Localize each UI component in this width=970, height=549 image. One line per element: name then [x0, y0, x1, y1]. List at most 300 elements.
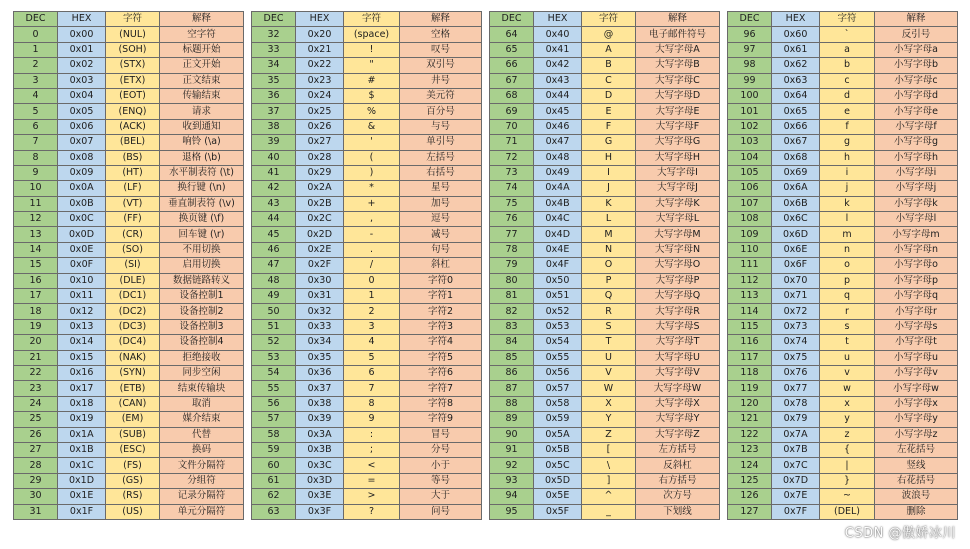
table-row	[490, 27, 720, 42]
char-cell: /	[344, 258, 400, 273]
dec-cell: 47	[252, 258, 296, 273]
dec-header: DEC	[14, 12, 58, 27]
hex-cell: 0x10	[58, 273, 106, 288]
ascii-tables	[13, 11, 958, 538]
desc-cell: 小写字母f	[875, 119, 958, 134]
desc-cell: 字符9	[400, 412, 482, 427]
desc-cell: 正文开始	[160, 58, 244, 73]
dec-cell: 107	[728, 196, 772, 211]
table-row	[14, 273, 244, 288]
dec-cell: 97	[728, 42, 772, 57]
hex-cell: 0x35	[296, 350, 344, 365]
desc-cell: 空字符	[160, 27, 244, 42]
char-cell: #	[344, 73, 400, 88]
hex-cell: 0x27	[296, 135, 344, 150]
dec-cell: 48	[252, 273, 296, 288]
desc-cell: 大写字母Q	[636, 289, 720, 304]
char-cell: ,	[344, 212, 400, 227]
hex-cell: 0x36	[296, 365, 344, 380]
char-cell: (GS)	[106, 473, 160, 488]
hex-cell: 0x3B	[296, 442, 344, 457]
hex-cell: 0x75	[772, 350, 820, 365]
hex-cell: 0x08	[58, 150, 106, 165]
desc-cell: 大写字母L	[636, 212, 720, 227]
table-row	[252, 196, 482, 211]
desc-cell: 右方括号	[636, 473, 720, 488]
dec-cell: 81	[490, 289, 534, 304]
char-cell: v	[820, 365, 875, 380]
dec-cell: 56	[252, 396, 296, 411]
table-row	[14, 335, 244, 350]
dec-cell: 8	[14, 150, 58, 165]
hex-cell: 0x48	[534, 150, 582, 165]
dec-cell: 88	[490, 396, 534, 411]
table-row	[14, 88, 244, 103]
table-row	[490, 335, 720, 350]
desc-cell: 大写字母B	[636, 58, 720, 73]
table-row	[252, 381, 482, 396]
desc-cell: 换页键 (\f)	[160, 212, 244, 227]
desc-cell: 单元分隔符	[160, 504, 244, 519]
table-row	[490, 442, 720, 457]
char-cell: q	[820, 289, 875, 304]
dec-cell: 87	[490, 381, 534, 396]
desc-cell: 不用切换	[160, 242, 244, 257]
hex-cell: 0x7F	[772, 504, 820, 519]
char-cell: P	[582, 273, 636, 288]
char-cell: e	[820, 104, 875, 119]
char-cell: 8	[344, 396, 400, 411]
dec-cell: 76	[490, 212, 534, 227]
desc-cell: 小写字母n	[875, 242, 958, 257]
table-row	[490, 104, 720, 119]
hex-cell: 0x0F	[58, 258, 106, 273]
char-cell: J	[582, 181, 636, 196]
header-row	[728, 12, 958, 27]
dec-cell: 113	[728, 289, 772, 304]
ascii-table-0-31	[13, 11, 244, 520]
char-cell: (ACK)	[106, 119, 160, 134]
desc-cell: 大写字母F	[636, 119, 720, 134]
desc-cell: 换码	[160, 442, 244, 457]
table-row	[728, 104, 958, 119]
hex-cell: 0x4C	[534, 212, 582, 227]
desc-cell: 问号	[400, 504, 482, 519]
dec-header: DEC	[728, 12, 772, 27]
desc-cell: 字符3	[400, 319, 482, 334]
desc-cell: 大写字母P	[636, 273, 720, 288]
dec-cell: 3	[14, 73, 58, 88]
hex-cell: 0x49	[534, 165, 582, 180]
dec-cell: 77	[490, 227, 534, 242]
dec-cell: 43	[252, 196, 296, 211]
char-cell: (ETB)	[106, 381, 160, 396]
char-cell: Q	[582, 289, 636, 304]
dec-cell: 109	[728, 227, 772, 242]
desc-cell: 小写字母d	[875, 88, 958, 103]
char-cell: Z	[582, 427, 636, 442]
table-row	[728, 273, 958, 288]
char-header: 字符	[582, 12, 636, 27]
table-row	[490, 181, 720, 196]
char-cell: f	[820, 119, 875, 134]
table-row	[728, 181, 958, 196]
hex-cell: 0x72	[772, 304, 820, 319]
hex-cell: 0x37	[296, 381, 344, 396]
table-row	[728, 504, 958, 519]
table-row	[252, 319, 482, 334]
dec-cell: 1	[14, 42, 58, 57]
desc-cell: 大写字母T	[636, 335, 720, 350]
dec-cell: 108	[728, 212, 772, 227]
desc-cell: 大写字母D	[636, 88, 720, 103]
char-cell: C	[582, 73, 636, 88]
table-row	[14, 427, 244, 442]
table-row	[490, 196, 720, 211]
char-cell: ^	[582, 489, 636, 504]
char-cell: _	[582, 504, 636, 519]
desc-cell: 小于	[400, 458, 482, 473]
table-row	[490, 427, 720, 442]
dec-cell: 102	[728, 119, 772, 134]
table-row	[490, 473, 720, 488]
char-cell: t	[820, 335, 875, 350]
char-cell: [	[582, 442, 636, 457]
dec-cell: 23	[14, 381, 58, 396]
table-row	[252, 396, 482, 411]
dec-cell: 58	[252, 427, 296, 442]
dec-cell: 92	[490, 458, 534, 473]
char-cell: {	[820, 442, 875, 457]
desc-cell: 斜杠	[400, 258, 482, 273]
hex-cell: 0x2A	[296, 181, 344, 196]
hex-cell: 0x53	[534, 319, 582, 334]
desc-cell: 单引号	[400, 135, 482, 150]
table-row	[490, 458, 720, 473]
char-cell: (EOT)	[106, 88, 160, 103]
dec-cell: 15	[14, 258, 58, 273]
hex-cell: 0x4A	[534, 181, 582, 196]
dec-cell: 52	[252, 335, 296, 350]
char-cell: R	[582, 304, 636, 319]
char-cell: *	[344, 181, 400, 196]
desc-cell: 小写字母j	[875, 181, 958, 196]
hex-cell: 0x6B	[772, 196, 820, 211]
hex-cell: 0x0C	[58, 212, 106, 227]
char-cell: :	[344, 427, 400, 442]
table-row	[728, 396, 958, 411]
dec-cell: 98	[728, 58, 772, 73]
dec-cell: 53	[252, 350, 296, 365]
table-row	[490, 365, 720, 380]
hex-cell: 0x7A	[772, 427, 820, 442]
table-row	[728, 212, 958, 227]
dec-cell: 41	[252, 165, 296, 180]
dec-cell: 112	[728, 273, 772, 288]
desc-cell: 小写字母i	[875, 165, 958, 180]
desc-cell: 小写字母l	[875, 212, 958, 227]
hex-cell: 0x77	[772, 381, 820, 396]
char-cell: (ESC)	[106, 442, 160, 457]
dec-cell: 63	[252, 504, 296, 519]
ascii-table-96-127	[727, 11, 958, 520]
dec-cell: 24	[14, 396, 58, 411]
table-row	[490, 165, 720, 180]
table-row	[728, 489, 958, 504]
table-row	[728, 319, 958, 334]
desc-cell: 反引号	[875, 27, 958, 42]
char-cell: W	[582, 381, 636, 396]
char-cell: @	[582, 27, 636, 42]
desc-cell: 结束传输块	[160, 381, 244, 396]
char-cell: y	[820, 412, 875, 427]
desc-cell: 大写字母N	[636, 242, 720, 257]
char-cell: (BEL)	[106, 135, 160, 150]
hex-cell: 0x00	[58, 27, 106, 42]
char-cell: (DC1)	[106, 289, 160, 304]
table-row	[728, 196, 958, 211]
table-row	[252, 489, 482, 504]
char-cell: +	[344, 196, 400, 211]
dec-cell: 11	[14, 196, 58, 211]
table-row	[490, 396, 720, 411]
hex-cell: 0x38	[296, 396, 344, 411]
hex-cell: 0x76	[772, 365, 820, 380]
hex-cell: 0x54	[534, 335, 582, 350]
table-row	[252, 227, 482, 242]
char-cell: M	[582, 227, 636, 242]
dec-cell: 28	[14, 458, 58, 473]
hex-cell: 0x4D	[534, 227, 582, 242]
char-cell: (space)	[344, 27, 400, 42]
char-cell: %	[344, 104, 400, 119]
char-cell: z	[820, 427, 875, 442]
char-cell: ?	[344, 504, 400, 519]
hex-cell: 0x50	[534, 273, 582, 288]
desc-cell: 大写字母I	[636, 165, 720, 180]
table-row	[14, 442, 244, 457]
char-cell: (DLE)	[106, 273, 160, 288]
hex-cell: 0x20	[296, 27, 344, 42]
table-row	[14, 27, 244, 42]
desc-cell: 正文结束	[160, 73, 244, 88]
table-row	[14, 319, 244, 334]
hex-cell: 0x3C	[296, 458, 344, 473]
table-row	[14, 58, 244, 73]
char-cell: (DC4)	[106, 335, 160, 350]
table-row	[728, 365, 958, 380]
table-row	[252, 258, 482, 273]
hex-cell: 0x2B	[296, 196, 344, 211]
table-row	[728, 458, 958, 473]
dec-cell: 72	[490, 150, 534, 165]
table-row	[252, 58, 482, 73]
table-row	[490, 119, 720, 134]
hex-cell: 0x2D	[296, 227, 344, 242]
table-row	[252, 73, 482, 88]
desc-cell: 下划线	[636, 504, 720, 519]
dec-cell: 26	[14, 427, 58, 442]
table-row	[490, 504, 720, 519]
char-cell: K	[582, 196, 636, 211]
char-cell: (LF)	[106, 181, 160, 196]
hex-cell: 0x24	[296, 88, 344, 103]
desc-cell: 记录分隔符	[160, 489, 244, 504]
char-cell: (NUL)	[106, 27, 160, 42]
dec-cell: 13	[14, 227, 58, 242]
dec-cell: 101	[728, 104, 772, 119]
table-row	[252, 442, 482, 457]
desc-cell: 左方括号	[636, 442, 720, 457]
desc-cell: 字符1	[400, 289, 482, 304]
hex-cell: 0x13	[58, 319, 106, 334]
hex-cell: 0x40	[534, 27, 582, 42]
dec-cell: 120	[728, 396, 772, 411]
hex-cell: 0x7C	[772, 458, 820, 473]
desc-cell: 大写字母E	[636, 104, 720, 119]
desc-header: 解释	[160, 12, 244, 27]
char-cell: 3	[344, 319, 400, 334]
desc-cell: 小写字母k	[875, 196, 958, 211]
table-row	[490, 304, 720, 319]
hex-cell: 0x43	[534, 73, 582, 88]
dec-cell: 70	[490, 119, 534, 134]
desc-cell: 小写字母h	[875, 150, 958, 165]
table-row	[490, 350, 720, 365]
table-row	[728, 242, 958, 257]
hex-cell: 0x0E	[58, 242, 106, 257]
dec-header: DEC	[252, 12, 296, 27]
char-cell: (VT)	[106, 196, 160, 211]
char-cell: \	[582, 458, 636, 473]
table-row	[14, 365, 244, 380]
char-cell: s	[820, 319, 875, 334]
desc-cell: 大写字母X	[636, 396, 720, 411]
dec-cell: 57	[252, 412, 296, 427]
hex-cell: 0x1C	[58, 458, 106, 473]
char-cell: U	[582, 350, 636, 365]
desc-cell: 小写字母p	[875, 273, 958, 288]
desc-cell: 小写字母v	[875, 365, 958, 380]
dec-cell: 123	[728, 442, 772, 457]
dec-cell: 127	[728, 504, 772, 519]
dec-cell: 46	[252, 242, 296, 257]
char-cell: D	[582, 88, 636, 103]
desc-cell: 空格	[400, 27, 482, 42]
dec-cell: 94	[490, 489, 534, 504]
table-row	[14, 150, 244, 165]
desc-cell: 竖线	[875, 458, 958, 473]
hex-cell: 0x5B	[534, 442, 582, 457]
table-row	[14, 304, 244, 319]
dec-cell: 25	[14, 412, 58, 427]
desc-cell: 设备控制1	[160, 289, 244, 304]
desc-cell: 大写字母U	[636, 350, 720, 365]
hex-cell: 0x52	[534, 304, 582, 319]
hex-cell: 0x64	[772, 88, 820, 103]
dec-cell: 96	[728, 27, 772, 42]
desc-cell: 小写字母a	[875, 42, 958, 57]
table-row	[490, 258, 720, 273]
desc-cell: 回车键 (\r)	[160, 227, 244, 242]
table-row	[14, 258, 244, 273]
hex-cell: 0x41	[534, 42, 582, 57]
char-cell: |	[820, 458, 875, 473]
ascii-table-32-63	[251, 11, 482, 520]
hex-cell: 0x12	[58, 304, 106, 319]
char-cell: h	[820, 150, 875, 165]
desc-cell: 字符8	[400, 396, 482, 411]
char-cell: I	[582, 165, 636, 180]
dec-cell: 16	[14, 273, 58, 288]
table-row	[252, 242, 482, 257]
desc-cell: 小写字母t	[875, 335, 958, 350]
desc-cell: 设备控制4	[160, 335, 244, 350]
desc-cell: 叹号	[400, 42, 482, 57]
hex-cell: 0x30	[296, 273, 344, 288]
dec-cell: 73	[490, 165, 534, 180]
desc-header: 解释	[636, 12, 720, 27]
hex-cell: 0x29	[296, 165, 344, 180]
table-row	[728, 227, 958, 242]
char-cell: '	[344, 135, 400, 150]
char-cell: (SI)	[106, 258, 160, 273]
char-cell: u	[820, 350, 875, 365]
desc-cell: 设备控制2	[160, 304, 244, 319]
hex-cell: 0x39	[296, 412, 344, 427]
hex-cell: 0x19	[58, 412, 106, 427]
dec-cell: 103	[728, 135, 772, 150]
dec-cell: 6	[14, 119, 58, 134]
hex-cell: 0x7D	[772, 473, 820, 488]
hex-cell: 0x55	[534, 350, 582, 365]
char-cell: F	[582, 119, 636, 134]
desc-cell: 字符2	[400, 304, 482, 319]
desc-cell: 字符6	[400, 365, 482, 380]
table-row	[252, 27, 482, 42]
hex-cell: 0x42	[534, 58, 582, 73]
hex-header: HEX	[772, 12, 820, 27]
dec-cell: 12	[14, 212, 58, 227]
hex-cell: 0x0A	[58, 181, 106, 196]
table-row	[728, 119, 958, 134]
char-cell: )	[344, 165, 400, 180]
dec-cell: 36	[252, 88, 296, 103]
desc-cell: 换行键 (\n)	[160, 181, 244, 196]
hex-cell: 0x5D	[534, 473, 582, 488]
hex-cell: 0x31	[296, 289, 344, 304]
desc-cell: 大写字母J	[636, 181, 720, 196]
char-header: 字符	[106, 12, 160, 27]
hex-cell: 0x04	[58, 88, 106, 103]
char-cell: g	[820, 135, 875, 150]
dec-cell: 69	[490, 104, 534, 119]
char-cell: (STX)	[106, 58, 160, 73]
char-cell: o	[820, 258, 875, 273]
char-cell: (BS)	[106, 150, 160, 165]
desc-cell: 句号	[400, 242, 482, 257]
char-cell: >	[344, 489, 400, 504]
char-cell: (	[344, 150, 400, 165]
char-cell: "	[344, 58, 400, 73]
table-row	[252, 135, 482, 150]
char-cell: p	[820, 273, 875, 288]
desc-cell: 小写字母b	[875, 58, 958, 73]
char-cell: `	[820, 27, 875, 42]
desc-cell: 取消	[160, 396, 244, 411]
char-cell: L	[582, 212, 636, 227]
char-cell: V	[582, 365, 636, 380]
